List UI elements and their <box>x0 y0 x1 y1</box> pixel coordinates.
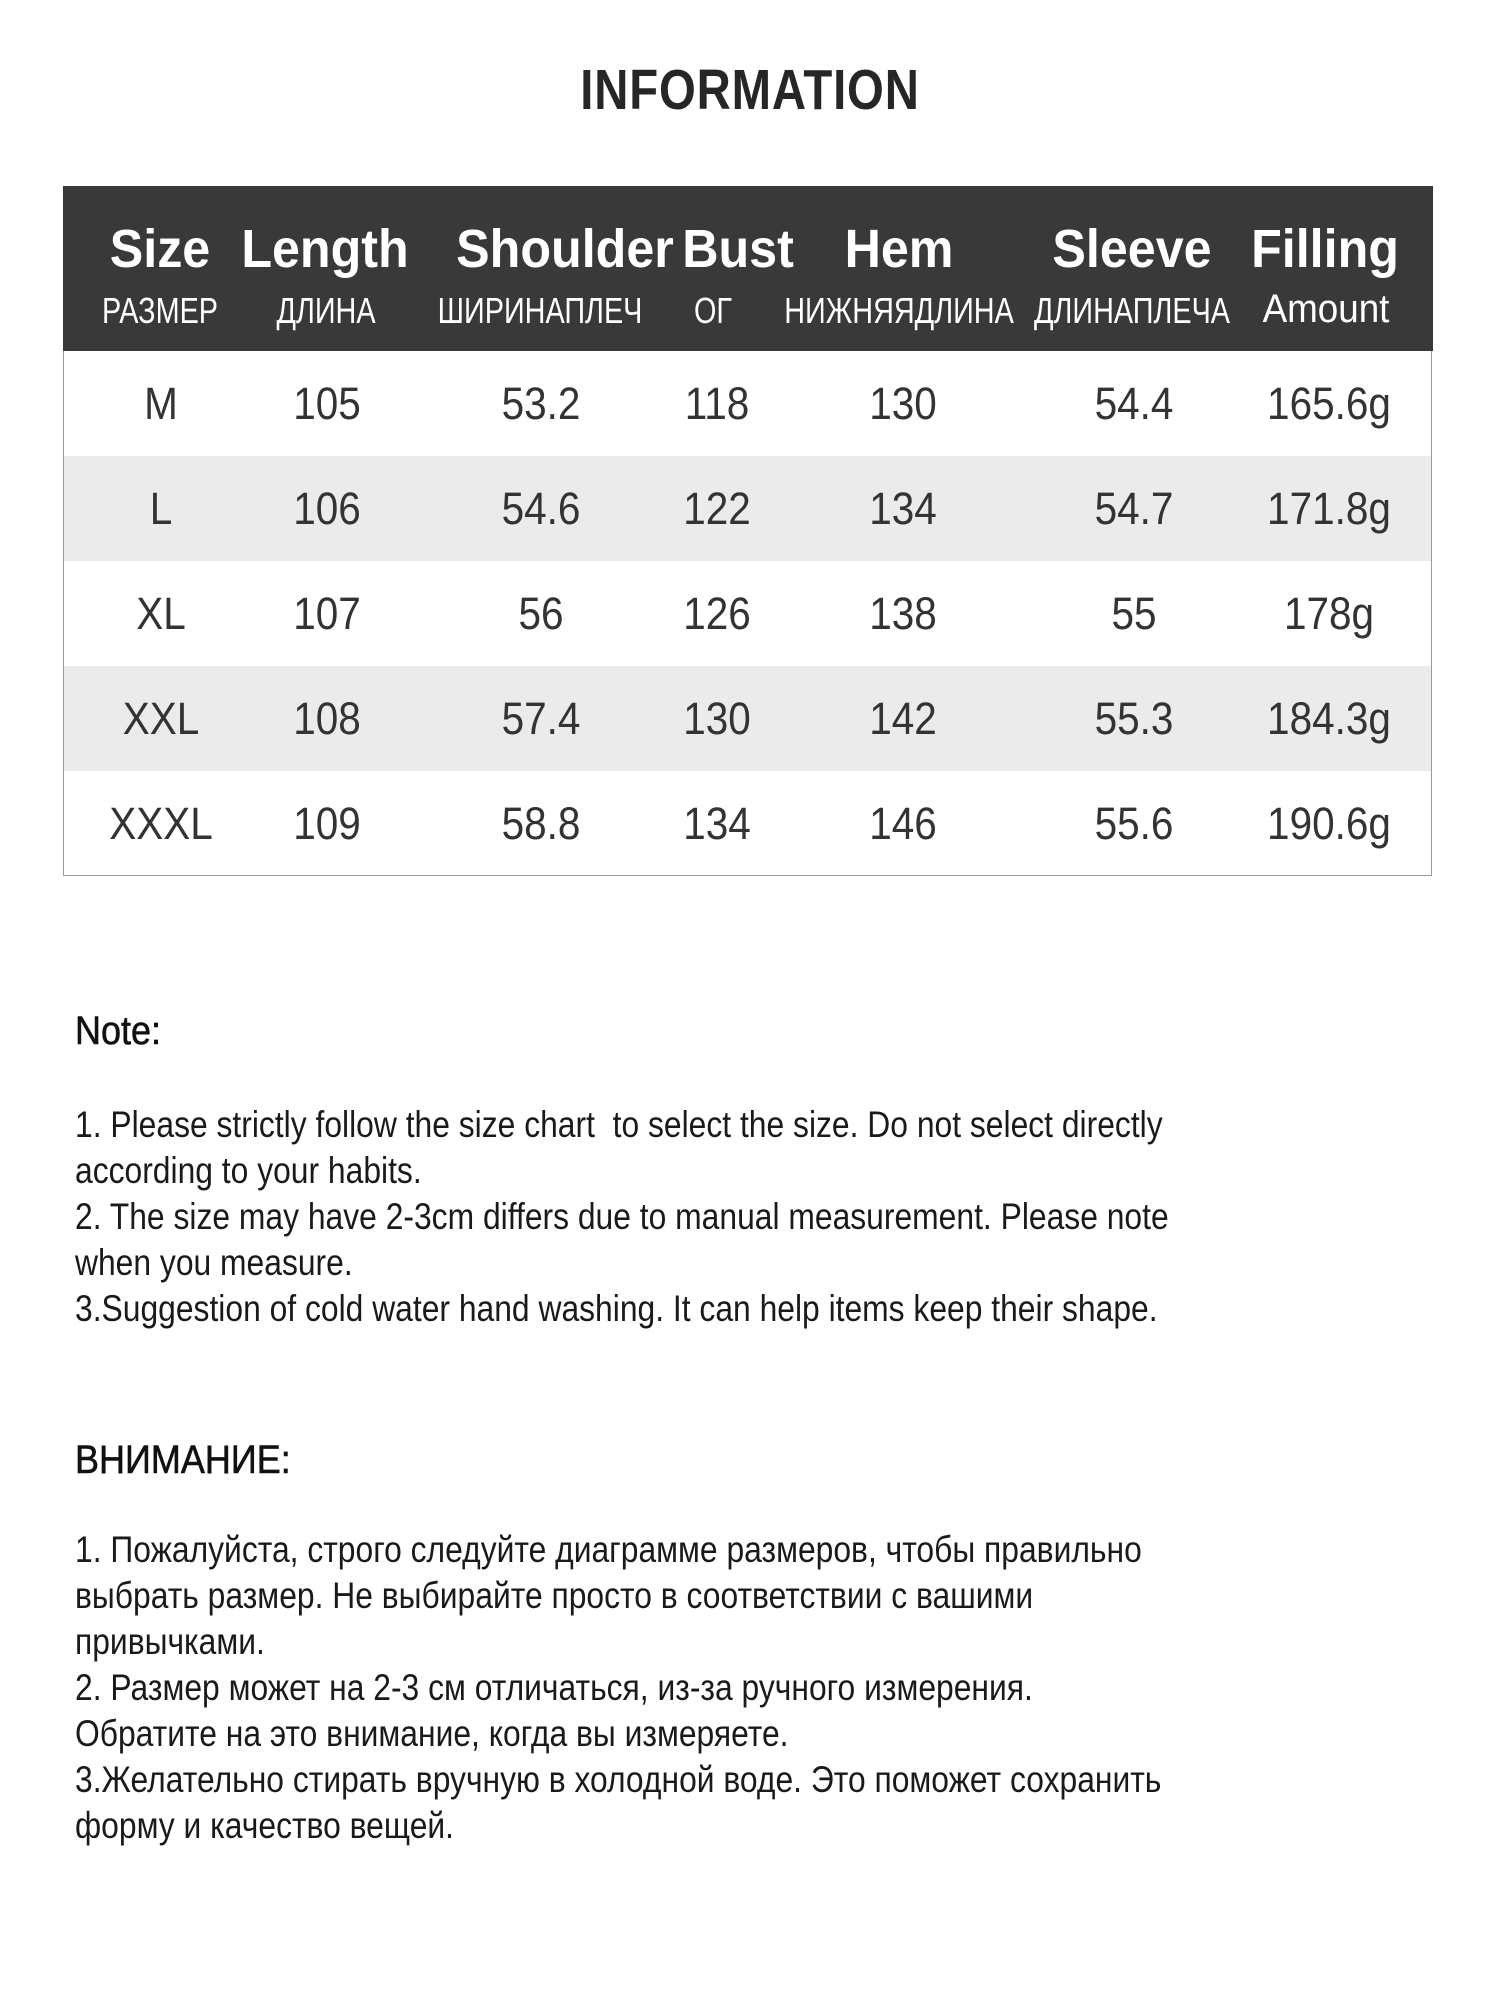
column-subheader-sleeve: ДЛИНАПЛЕЧА <box>1033 290 1231 331</box>
column-subheader-hem: НИЖНЯЯДЛИНА <box>784 290 1014 331</box>
cell-hem: 130 <box>869 378 937 429</box>
table-row <box>64 561 1431 666</box>
cell-filling: 165.6g <box>1267 378 1391 429</box>
cell-length: 108 <box>293 693 361 744</box>
cell-size: XXL <box>122 693 200 744</box>
note-line-ru: 3.Желательно стирать вручную в холодной воде. Это поможет сохранить <box>75 1759 1162 1800</box>
cell-bust: 122 <box>683 483 751 534</box>
cell-shoulder: 57.4 <box>501 693 581 744</box>
cell-sleeve: 54.7 <box>1094 483 1174 534</box>
cell-shoulder: 53.2 <box>501 378 581 429</box>
cell-size: XL <box>136 588 186 639</box>
cell-shoulder: 54.6 <box>501 483 581 534</box>
table-row <box>64 771 1431 876</box>
column-header-filling: Filling <box>1251 219 1399 279</box>
cell-length: 107 <box>293 588 361 639</box>
cell-hem: 134 <box>869 483 937 534</box>
cell-sleeve: 55.6 <box>1094 798 1174 849</box>
page-title: INFORMATION <box>580 58 920 122</box>
column-header-size: Size <box>109 219 211 279</box>
column-header-length: Length <box>241 219 409 279</box>
column-header-shoulder: Shoulder <box>456 219 674 279</box>
cell-length: 105 <box>293 378 361 429</box>
cell-bust: 126 <box>683 588 751 639</box>
cell-size: XXXL <box>109 798 213 849</box>
column-subheader-length: ДЛИНА <box>276 290 376 331</box>
column-subheader-filling: Amount <box>1262 287 1390 331</box>
column-subheader-size: РАЗМЕР <box>102 290 218 331</box>
column-header-bust: Bust <box>682 219 794 279</box>
size-chart-table <box>63 186 1432 876</box>
table-header <box>63 186 1433 351</box>
cell-sleeve: 54.4 <box>1094 378 1174 429</box>
note-line: according to your habits. <box>75 1150 422 1191</box>
cell-filling: 178g <box>1283 588 1375 639</box>
note-heading-ru: ВНИМАНИЕ: <box>75 1438 291 1482</box>
cell-hem: 138 <box>869 588 937 639</box>
cell-length: 106 <box>293 483 361 534</box>
cell-sleeve: 55.3 <box>1094 693 1174 744</box>
cell-size: L <box>149 483 173 534</box>
cell-bust: 130 <box>683 693 751 744</box>
note-line-ru: 1. Пожалуйста, строго следуйте диаграмме размеров, чтобы правильно <box>75 1529 1142 1570</box>
note-line-ru: выбрать размер. Не выбирайте просто в соответствии с вашими <box>75 1575 1034 1616</box>
column-subheader-shoulder: ШИРИНАПЛЕЧ <box>437 290 643 331</box>
cell-hem: 142 <box>869 693 937 744</box>
note-line-ru: форму и качество вещей. <box>75 1805 455 1846</box>
note-heading: Note: <box>75 1009 162 1053</box>
note-line-ru: 2. Размер может на 2-3 см отличаться, из-за ручного измерения. <box>75 1667 1033 1708</box>
note-line: 1. Please strictly follow the size chart to select the size. Do not select directly <box>75 1104 1163 1145</box>
table-row <box>64 666 1431 771</box>
cell-bust: 118 <box>684 378 750 429</box>
column-header-hem: Hem <box>844 219 954 279</box>
cell-shoulder: 58.8 <box>501 798 581 849</box>
note-line: 2. The size may have 2-3cm differs due to manual measurement. Please note <box>75 1196 1169 1237</box>
cell-shoulder: 56 <box>518 588 564 639</box>
table-row <box>64 456 1431 561</box>
cell-filling: 184.3g <box>1267 693 1391 744</box>
cell-size: M <box>144 378 178 429</box>
column-header-sleeve: Sleeve <box>1052 219 1212 279</box>
table-row <box>64 351 1431 456</box>
note-line: 3.Suggestion of cold water hand washing. It can help items keep their shape. <box>75 1288 1158 1329</box>
cell-length: 109 <box>293 798 361 849</box>
note-line-ru: Обратите на это внимание, когда вы измеряете. <box>75 1713 789 1754</box>
note-line-ru: привычками. <box>75 1621 265 1662</box>
cell-filling: 171.8g <box>1267 483 1391 534</box>
cell-sleeve: 55 <box>1111 588 1157 639</box>
cell-filling: 190.6g <box>1267 798 1391 849</box>
column-subheader-bust: ОГ <box>694 290 732 331</box>
cell-bust: 134 <box>683 798 751 849</box>
cell-hem: 146 <box>869 798 937 849</box>
note-line: when you measure. <box>75 1242 353 1283</box>
